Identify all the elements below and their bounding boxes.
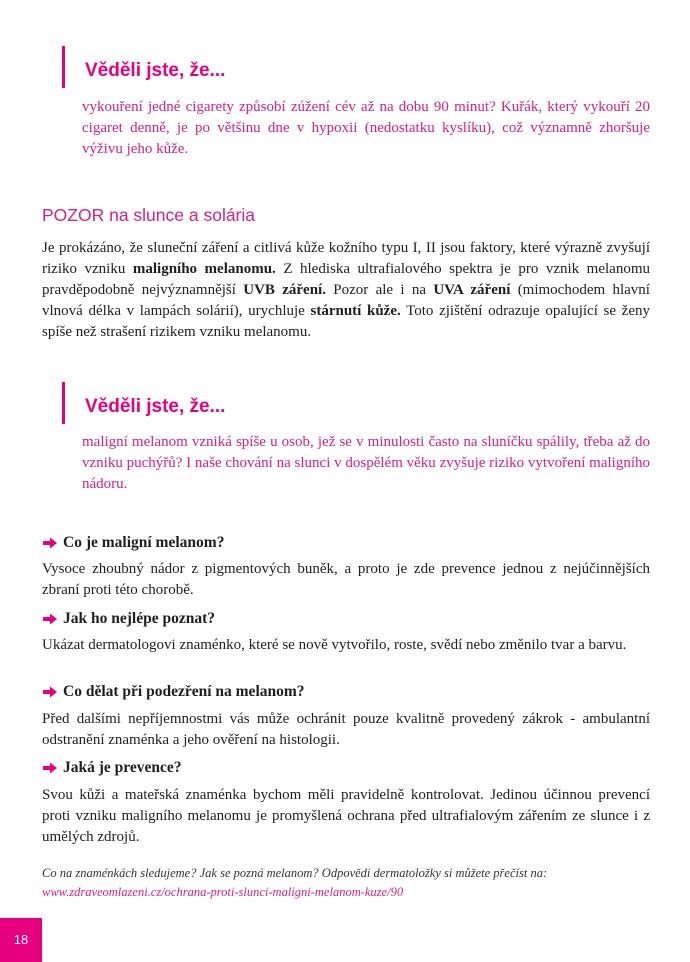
- arrow-right-icon: [42, 686, 58, 698]
- paragraph-text: Je prokázáno, že sluneční záření a citlivá kůže kožního typu I, II jsou faktory, které výrazně zvyšují riziko vzniku: [42, 240, 650, 277]
- qa-question: [42, 759, 182, 777]
- callout-text: maligní melanom vzniká spíše u osob, jež se v minulosti často na sluníčku spálily, třeba až do vzniku puchýřů? I naše chování na slunci v dospělém věku zvyšuje riziko vytvoření maligního nádoru.: [82, 434, 650, 492]
- qa-question: [42, 683, 305, 701]
- callout-text: vykouření jedné cigarety způsobí zúžení cév až na dobu 90 minut? Kuřák, který vykouří 20 cigaret denně, je po většinu dne v hypoxii (nedostatku kyslíku), což významně zhoršuje výživu jeho kůže.: [82, 99, 650, 157]
- section-heading: POZOR na slunce a solária: [42, 205, 256, 225]
- paragraph-text: Z hlediska ultrafialového spektra je pro vznik melanomu pravděpodobně nejvýznamnější: [42, 261, 650, 298]
- footnote-link[interactable]: www.zdraveomlazeni.cz/ochrana-proti-slunci-maligni-melanom-kuze/90: [42, 885, 404, 899]
- bold-term: UVA záření: [433, 282, 511, 298]
- qa-question: [42, 534, 224, 552]
- qa-answer: Svou kůži a mateřská znaménka bychom měli pravidelně kontrolovat. Jedinou účinnou prevencí proti vzniku maligního melanomu je promyšlená ochrana před ultrafialovým zářením ze slunce i z umělých zdrojů.: [42, 787, 650, 845]
- bold-term: stárnutí kůže.: [310, 303, 401, 319]
- qa-answer: Vysoce zhoubný nádor z pigmentových buněk, a proto je zde prevence jednou z nejúčinnějších zbraní proti této chorobě.: [42, 561, 650, 598]
- arrow-right-icon: [42, 613, 58, 625]
- question-text: Co dělat při podezření na melanom?: [63, 683, 305, 700]
- arrow-right-icon: [42, 537, 58, 549]
- did-you-know-callout-2: [62, 382, 653, 424]
- qa-answer: Před dalšími nepříjemnostmi vás může ochránit pouze kvalitně provedený zákrok - ambulantní odstranění znaménka a jeho ověření na histologii.: [42, 711, 650, 748]
- paragraph-text: Toto zjištění odrazuje opalující se ženy spíše než strašení rizikem vzniku melanomu.: [42, 303, 650, 340]
- bold-term: maligního melanomu.: [132, 261, 276, 277]
- qa-question: [42, 610, 215, 628]
- section-paragraph: [42, 238, 650, 343]
- callout-title: Věděli jste, že...: [85, 60, 226, 81]
- page-number: 18: [13, 932, 29, 947]
- question-text: Jak ho nejlépe poznat?: [63, 610, 215, 627]
- footnote-text: Co na znaménkách sledujeme? Jak se pozná melanom? Odpovědi dermatoložky si můžete přečíst na:: [42, 866, 548, 880]
- question-text: Jaká je prevence?: [63, 759, 182, 776]
- question-text: Co je maligní melanom?: [63, 534, 225, 551]
- paragraph-text: (mimochodem hlavní vlnová délka v lampách solárií), urychluje: [42, 282, 650, 319]
- footnote: [42, 864, 650, 902]
- paragraph-text: Pozor ale i na: [325, 282, 434, 298]
- arrow-right-icon: [42, 762, 58, 774]
- qa-answer: Ukázat dermatologovi znaménko, které se nově vytvořilo, roste, svědí nebo změnilo tvar a barvu.: [42, 637, 627, 653]
- page-number-tab: [0, 918, 42, 962]
- callout-title: Věděli jste, že...: [85, 396, 226, 417]
- did-you-know-callout-1: [62, 46, 653, 88]
- bold-term: UVB záření.: [243, 282, 326, 298]
